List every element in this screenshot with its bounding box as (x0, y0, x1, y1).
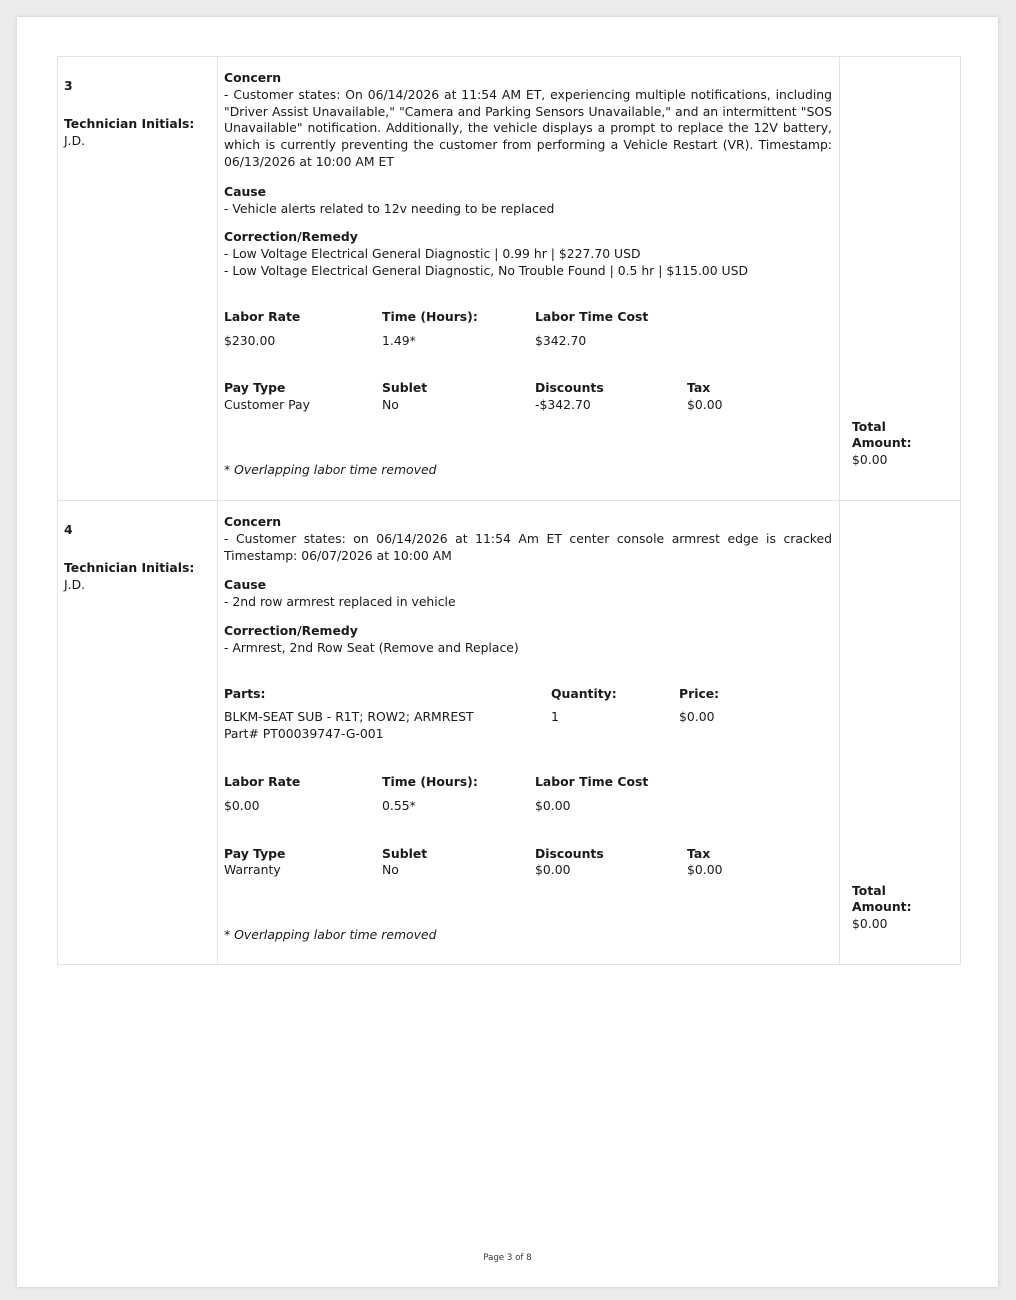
job-info-cell (58, 57, 218, 501)
job-row (58, 57, 961, 501)
job-info-cell (58, 501, 218, 965)
correction-line: - Low Voltage Electrical General Diagnostic, No Trouble Found | 0.5 hr | $115.00 USD (224, 262, 748, 278)
job-details-cell (218, 57, 840, 501)
time-hours-label: Time (Hours): (382, 308, 478, 324)
discounts-value: -$342.70 (535, 397, 591, 413)
labor-rate-label: Labor Rate (224, 773, 301, 789)
tax-label: Tax (687, 380, 711, 396)
document-page (17, 17, 998, 1287)
labor-time-cost-label: Labor Time Cost (535, 773, 649, 789)
tax-value: $0.00 (687, 862, 723, 878)
price-label: Price: (679, 685, 720, 701)
job-number: 4 (64, 522, 73, 537)
repair-order-table (57, 56, 961, 965)
discounts-label: Discounts (535, 845, 604, 861)
labor-header-row (224, 774, 832, 791)
part-name: BLKM-SEAT SUB - R1T; ROW2; ARMREST (224, 709, 474, 725)
technician-initials: J.D. (64, 132, 86, 148)
pay-header-row (224, 380, 832, 397)
total-label: Total (852, 418, 886, 434)
labor-time-cost-label: Labor Time Cost (535, 308, 649, 324)
job-total-cell (840, 57, 961, 501)
job-row (58, 501, 961, 965)
labor-footnote: * Overlapping labor time removed (224, 461, 437, 477)
quantity-label: Quantity: (551, 685, 617, 701)
pay-header-row (224, 846, 832, 863)
labor-rate-value: $0.00 (224, 797, 260, 813)
pay-type-label: Pay Type (224, 845, 286, 861)
total-amount-value: $0.00 (852, 916, 888, 932)
cause-text: - Vehicle alerts related to 12v needing to be replaced (224, 200, 555, 216)
amount-label: Amount: (852, 899, 912, 915)
pay-type-value: Customer Pay (224, 397, 310, 413)
total-amount-block (852, 419, 912, 469)
pay-values-row (224, 397, 832, 414)
tax-value: $0.00 (687, 397, 723, 413)
correction-line: - Armrest, 2nd Row Seat (Remove and Replace) (224, 639, 519, 655)
amount-label: Amount: (852, 435, 912, 451)
sublet-value: No (382, 397, 399, 413)
time-hours-value: 0.55* (382, 797, 416, 813)
correction-line: - Low Voltage Electrical General Diagnostic | 0.99 hr | $227.70 USD (224, 246, 641, 262)
labor-values-row (224, 798, 832, 815)
labor-time-cost-value: $342.70 (535, 332, 587, 348)
discounts-label: Discounts (535, 380, 604, 396)
part-number: Part# PT00039747-G-001 (224, 726, 384, 742)
cause-text: - 2nd row armrest replaced in vehicle (224, 594, 456, 610)
job-details-cell (218, 501, 840, 965)
sublet-label: Sublet (382, 380, 428, 396)
total-amount-block (852, 883, 912, 933)
labor-rate-label: Labor Rate (224, 308, 301, 324)
time-hours-label: Time (Hours): (382, 773, 478, 789)
technician-initials-label: Technician Initials: (64, 559, 195, 575)
part-price: $0.00 (679, 709, 715, 725)
labor-time-cost-value: $0.00 (535, 797, 571, 813)
discounts-value: $0.00 (535, 862, 571, 878)
correction-label: Correction/Remedy (224, 229, 358, 245)
pay-type-label: Pay Type (224, 380, 286, 396)
labor-values-row (224, 333, 832, 350)
cause-label: Cause (224, 183, 267, 199)
pay-values-row (224, 862, 832, 879)
sublet-value: No (382, 862, 399, 878)
concern-text: - Customer states: on 06/14/2026 at 11:54 Am ET center console armrest edge is cracked Timestamp: 06/07/2026 at 10:00 AM (224, 530, 832, 563)
technician-initials: J.D. (64, 576, 86, 592)
part-description (224, 709, 551, 743)
technician-initials-label: Technician Initials: (64, 115, 195, 131)
part-quantity: 1 (551, 709, 559, 725)
sublet-label: Sublet (382, 845, 428, 861)
cause-label: Cause (224, 577, 267, 593)
labor-footnote: * Overlapping labor time removed (224, 927, 437, 943)
tax-label: Tax (687, 845, 711, 861)
pay-type-value: Warranty (224, 862, 281, 878)
total-label: Total (852, 882, 886, 898)
concern-label: Concern (224, 70, 282, 85)
parts-header-row (224, 686, 832, 703)
job-number: 3 (64, 78, 73, 93)
concern-label: Concern (224, 514, 282, 529)
parts-label: Parts: (224, 685, 266, 701)
labor-header-row (224, 309, 832, 326)
part-row (224, 709, 832, 743)
page-number: Page 3 of 8 (483, 1253, 532, 1263)
total-amount-value: $0.00 (852, 452, 888, 468)
correction-label: Correction/Remedy (224, 622, 358, 638)
time-hours-value: 1.49* (382, 332, 416, 348)
labor-rate-value: $230.00 (224, 332, 276, 348)
concern-text: - Customer states: On 06/14/2026 at 11:54 AM ET, experiencing multiple notifications, including "Driver Assist Unavailable," "Camera and Parking Sensors Unavailable," and an intermittent "SOS Unavailable" notification. Additionally, the vehicle displays a prompt to replace the 12V battery, which is currently preventing the customer from performing a Vehicle Restart (VR). Timestamp: 06/13/2026 at 10:00 AM ET (224, 86, 832, 169)
job-total-cell (840, 501, 961, 965)
